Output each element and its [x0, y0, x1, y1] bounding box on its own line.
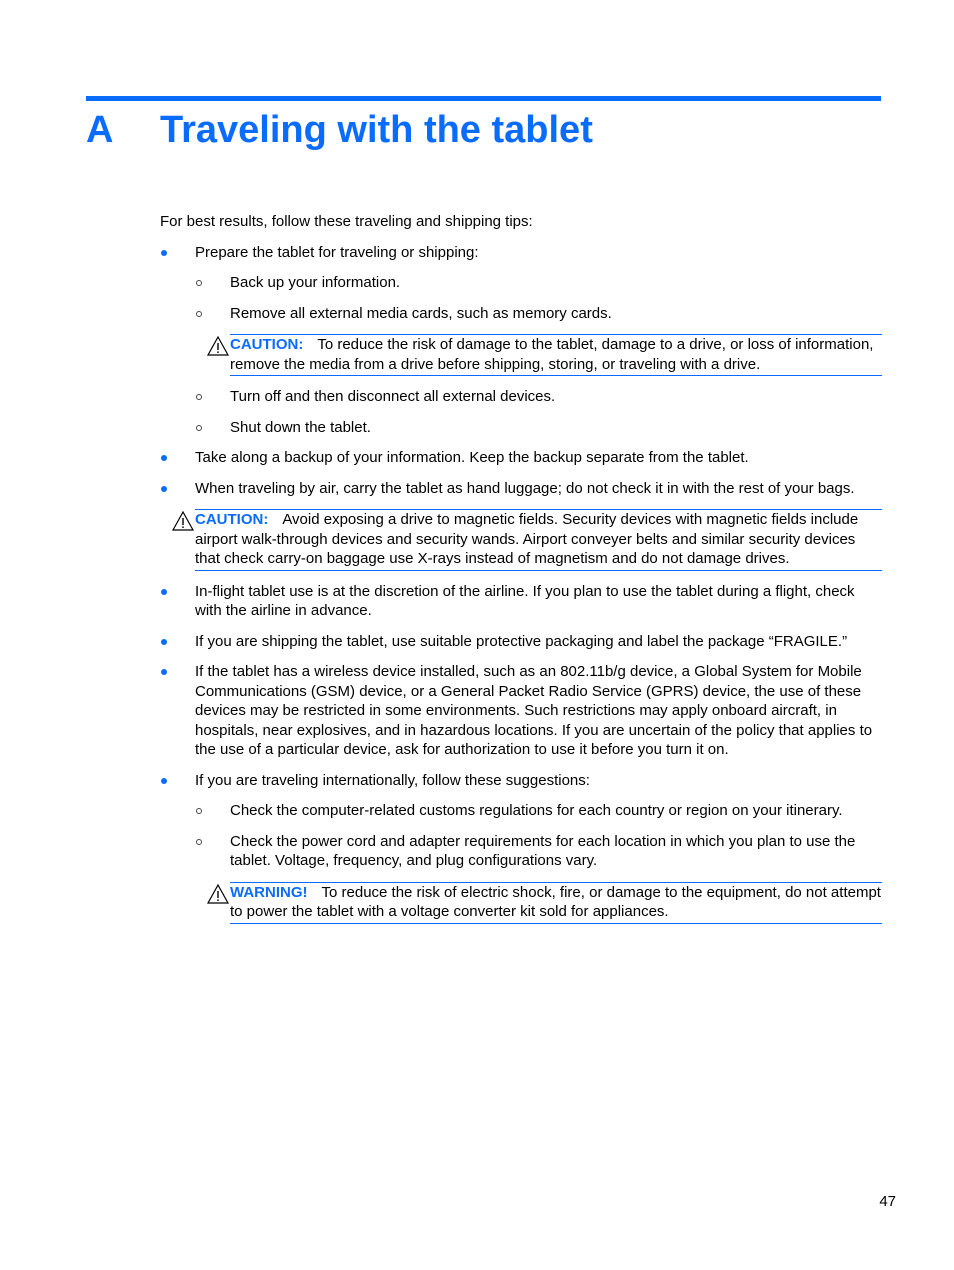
sub-list-item: [160, 801, 882, 821]
sub-bullet-icon: [196, 425, 202, 431]
bullet-icon: [161, 589, 167, 595]
sub-list-item: [160, 387, 882, 407]
sub-bullet-icon: [196, 311, 202, 317]
warning-triangle-icon: [207, 884, 229, 904]
list-item: [160, 479, 882, 499]
sub-list-item-text: Check the computer-related customs regulations for each country or region on your itinerary.: [230, 802, 843, 819]
list-item-text: If you are traveling internationally, follow these suggestions:: [195, 771, 590, 789]
list-item: [160, 243, 882, 263]
sub-list-item: [160, 273, 882, 293]
sub-bullet-icon: [196, 280, 202, 286]
caution-note: [230, 334, 882, 376]
caution-text: To reduce the risk of damage to the tablet, damage to a drive, or loss of information, remove the media from a drive before shipping, storing, or traveling with a drive.: [230, 336, 874, 373]
list-item-text: In-flight tablet use is at the discretion of the airline. If you plan to use the tablet during a flight, check with the airline in advance.: [195, 582, 855, 619]
list-item: [160, 582, 882, 621]
list-item: [160, 662, 882, 760]
bullet-icon: [161, 639, 167, 645]
sub-bullet-icon: [196, 394, 202, 400]
page-number: 47: [879, 1193, 896, 1210]
chapter-title-text: Traveling with the tablet: [160, 109, 593, 151]
caution-note: [195, 509, 882, 571]
list-item-text: If you are shipping the tablet, use suitable protective packaging and label the package “FRAGILE.”: [195, 632, 848, 650]
warning-text: To reduce the risk of electric shock, fire, or damage to the equipment, do not attempt to power the tablet with a voltage converter kit sold for appliances.: [230, 883, 881, 920]
sub-list-item-text: Remove all external media cards, such as memory cards.: [230, 304, 612, 322]
list-item-text: Take along a backup of your information. Keep the backup separate from the tablet.: [195, 449, 749, 466]
list-item-text: When traveling by air, carry the tablet as hand luggage; do not check it in with the rest of your bags.: [195, 479, 855, 497]
list-item-text: If the tablet has a wireless device installed, such as an 802.11b/g device, a Global System for Mobile Communications (GSM) device, or a General Packet Radio Service (GPRS) device, the use of these devices may be restricted in some environments. Such restrictions may apply onboard aircraft, in hospitals, near explosives, and in hazardous locations. If you are uncertain of the policy that applies to the use of a particular device, ask for authorization to use it before you turn it on.: [195, 663, 873, 758]
chapter-rule: [86, 96, 881, 101]
bullet-icon: [161, 778, 167, 784]
bullet-icon: [161, 455, 167, 461]
list-item: [160, 448, 882, 468]
intro-paragraph: For best results, follow these traveling and shipping tips:: [160, 213, 533, 230]
sub-list-item-text: Check the power cord and adapter requirements for each location in which you plan to use the tablet. Voltage, frequency, and plug configurations vary.: [230, 832, 856, 869]
list-item-text: Prepare the tablet for traveling or shipping:: [195, 243, 479, 261]
sub-list-item: [160, 418, 882, 438]
list-item: [160, 632, 882, 652]
caution-text: Avoid exposing a drive to magnetic fields. Security devices with magnetic fields include airport walk-through devices and security wands. Airport conveyer belts and similar security devices that check carry-on baggage use X-rays instead of magnetism and do not damage drives.: [195, 511, 859, 567]
bullet-icon: [161, 250, 167, 256]
sub-list-item-text: Back up your information.: [230, 274, 401, 291]
warning-note: [230, 882, 882, 924]
bullet-icon: [161, 486, 167, 492]
warning-label: WARNING!: [230, 883, 308, 901]
sub-list-item: [160, 304, 882, 324]
warning-triangle-icon: [172, 511, 194, 531]
caution-label: CAUTION:: [195, 511, 269, 528]
page-content: [160, 212, 882, 935]
sub-list-item: [160, 832, 882, 871]
warning-triangle-icon: [207, 336, 229, 356]
chapter-title: [86, 106, 593, 154]
list-item: [160, 771, 882, 791]
chapter-letter: A: [86, 109, 114, 151]
sub-bullet-icon: [196, 839, 202, 845]
sub-list-item-text: Turn off and then disconnect all external devices.: [230, 388, 556, 405]
bullet-icon: [161, 669, 167, 675]
caution-label: CAUTION:: [230, 336, 304, 353]
sub-bullet-icon: [196, 808, 202, 814]
sub-list-item-text: Shut down the tablet.: [230, 418, 371, 436]
